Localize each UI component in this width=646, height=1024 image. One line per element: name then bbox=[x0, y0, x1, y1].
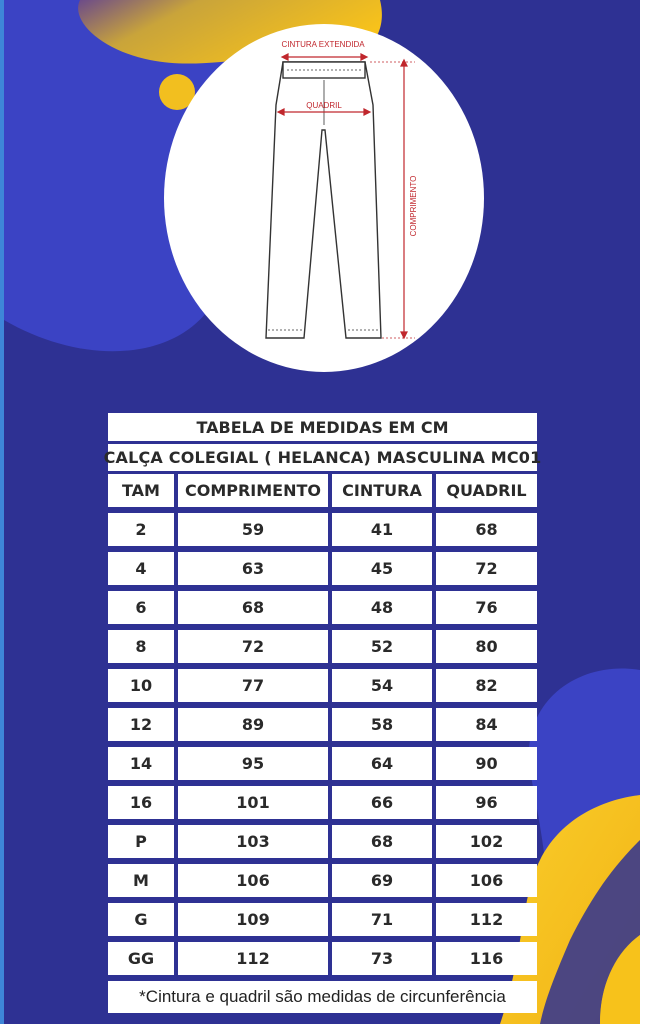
left-edge-line bbox=[0, 0, 4, 1024]
cell-cintura: 52 bbox=[332, 630, 432, 663]
table-subtitle: CALÇA COLEGIAL ( HELANCA) MASCULINA MC01 bbox=[108, 444, 537, 471]
cell-comprimento: 89 bbox=[178, 708, 328, 741]
cell-cintura: 45 bbox=[332, 552, 432, 585]
cell-cintura: 71 bbox=[332, 903, 432, 936]
cell-tam: 8 bbox=[108, 630, 174, 663]
cell-cintura: 54 bbox=[332, 669, 432, 702]
table-row bbox=[108, 903, 537, 936]
table-row bbox=[108, 552, 537, 585]
header-cintura: CINTURA bbox=[332, 474, 432, 507]
cell-quadril: 80 bbox=[436, 630, 537, 663]
cell-comprimento: 112 bbox=[178, 942, 328, 975]
cell-quadril: 106 bbox=[436, 864, 537, 897]
cell-quadril: 96 bbox=[436, 786, 537, 819]
cell-tam: M bbox=[108, 864, 174, 897]
table-row bbox=[108, 513, 537, 546]
table-row bbox=[108, 786, 537, 819]
cell-cintura: 48 bbox=[332, 591, 432, 624]
table-row bbox=[108, 864, 537, 897]
cell-comprimento: 77 bbox=[178, 669, 328, 702]
table-row bbox=[108, 591, 537, 624]
cell-cintura: 69 bbox=[332, 864, 432, 897]
cell-tam: 6 bbox=[108, 591, 174, 624]
cell-cintura: 41 bbox=[332, 513, 432, 546]
cell-quadril: 90 bbox=[436, 747, 537, 780]
table-title: TABELA DE MEDIDAS EM CM bbox=[108, 413, 537, 441]
cell-tam: 10 bbox=[108, 669, 174, 702]
cell-cintura: 73 bbox=[332, 942, 432, 975]
table-header-row bbox=[108, 474, 537, 507]
cell-tam: 16 bbox=[108, 786, 174, 819]
cell-tam: 2 bbox=[108, 513, 174, 546]
header-comprimento: COMPRIMENTO bbox=[178, 474, 328, 507]
cell-quadril: 112 bbox=[436, 903, 537, 936]
table-row bbox=[108, 708, 537, 741]
cell-quadril: 82 bbox=[436, 669, 537, 702]
cell-comprimento: 106 bbox=[178, 864, 328, 897]
cell-tam: 4 bbox=[108, 552, 174, 585]
cell-tam: 12 bbox=[108, 708, 174, 741]
cell-quadril: 102 bbox=[436, 825, 537, 858]
label-comprimento: COMPRIMENTO bbox=[409, 175, 418, 237]
cell-cintura: 68 bbox=[332, 825, 432, 858]
cell-quadril: 116 bbox=[436, 942, 537, 975]
cell-comprimento: 63 bbox=[178, 552, 328, 585]
table-row bbox=[108, 747, 537, 780]
cell-quadril: 84 bbox=[436, 708, 537, 741]
cell-comprimento: 103 bbox=[178, 825, 328, 858]
table-footnote: *Cintura e quadril são medidas de circunferência bbox=[108, 981, 537, 1013]
cell-cintura: 64 bbox=[332, 747, 432, 780]
cell-comprimento: 72 bbox=[178, 630, 328, 663]
label-quadril: QUADRIL bbox=[306, 101, 342, 110]
cell-quadril: 68 bbox=[436, 513, 537, 546]
table-row bbox=[108, 825, 537, 858]
cell-cintura: 66 bbox=[332, 786, 432, 819]
cell-tam: GG bbox=[108, 942, 174, 975]
label-cintura-extendida: CINTURA EXTENDIDA bbox=[281, 40, 365, 49]
cell-cintura: 58 bbox=[332, 708, 432, 741]
table-row bbox=[108, 630, 537, 663]
cell-comprimento: 59 bbox=[178, 513, 328, 546]
cell-quadril: 76 bbox=[436, 591, 537, 624]
cell-tam: G bbox=[108, 903, 174, 936]
header-quadril: QUADRIL bbox=[436, 474, 537, 507]
cell-comprimento: 101 bbox=[178, 786, 328, 819]
measurements-table bbox=[103, 413, 542, 1013]
cell-quadril: 72 bbox=[436, 552, 537, 585]
right-edge-line bbox=[640, 0, 646, 1024]
cell-tam: P bbox=[108, 825, 174, 858]
header-tam: TAM bbox=[108, 474, 174, 507]
table-row bbox=[108, 669, 537, 702]
cell-comprimento: 109 bbox=[178, 903, 328, 936]
cell-comprimento: 68 bbox=[178, 591, 328, 624]
cell-tam: 14 bbox=[108, 747, 174, 780]
table-row bbox=[108, 942, 537, 975]
cell-comprimento: 95 bbox=[178, 747, 328, 780]
